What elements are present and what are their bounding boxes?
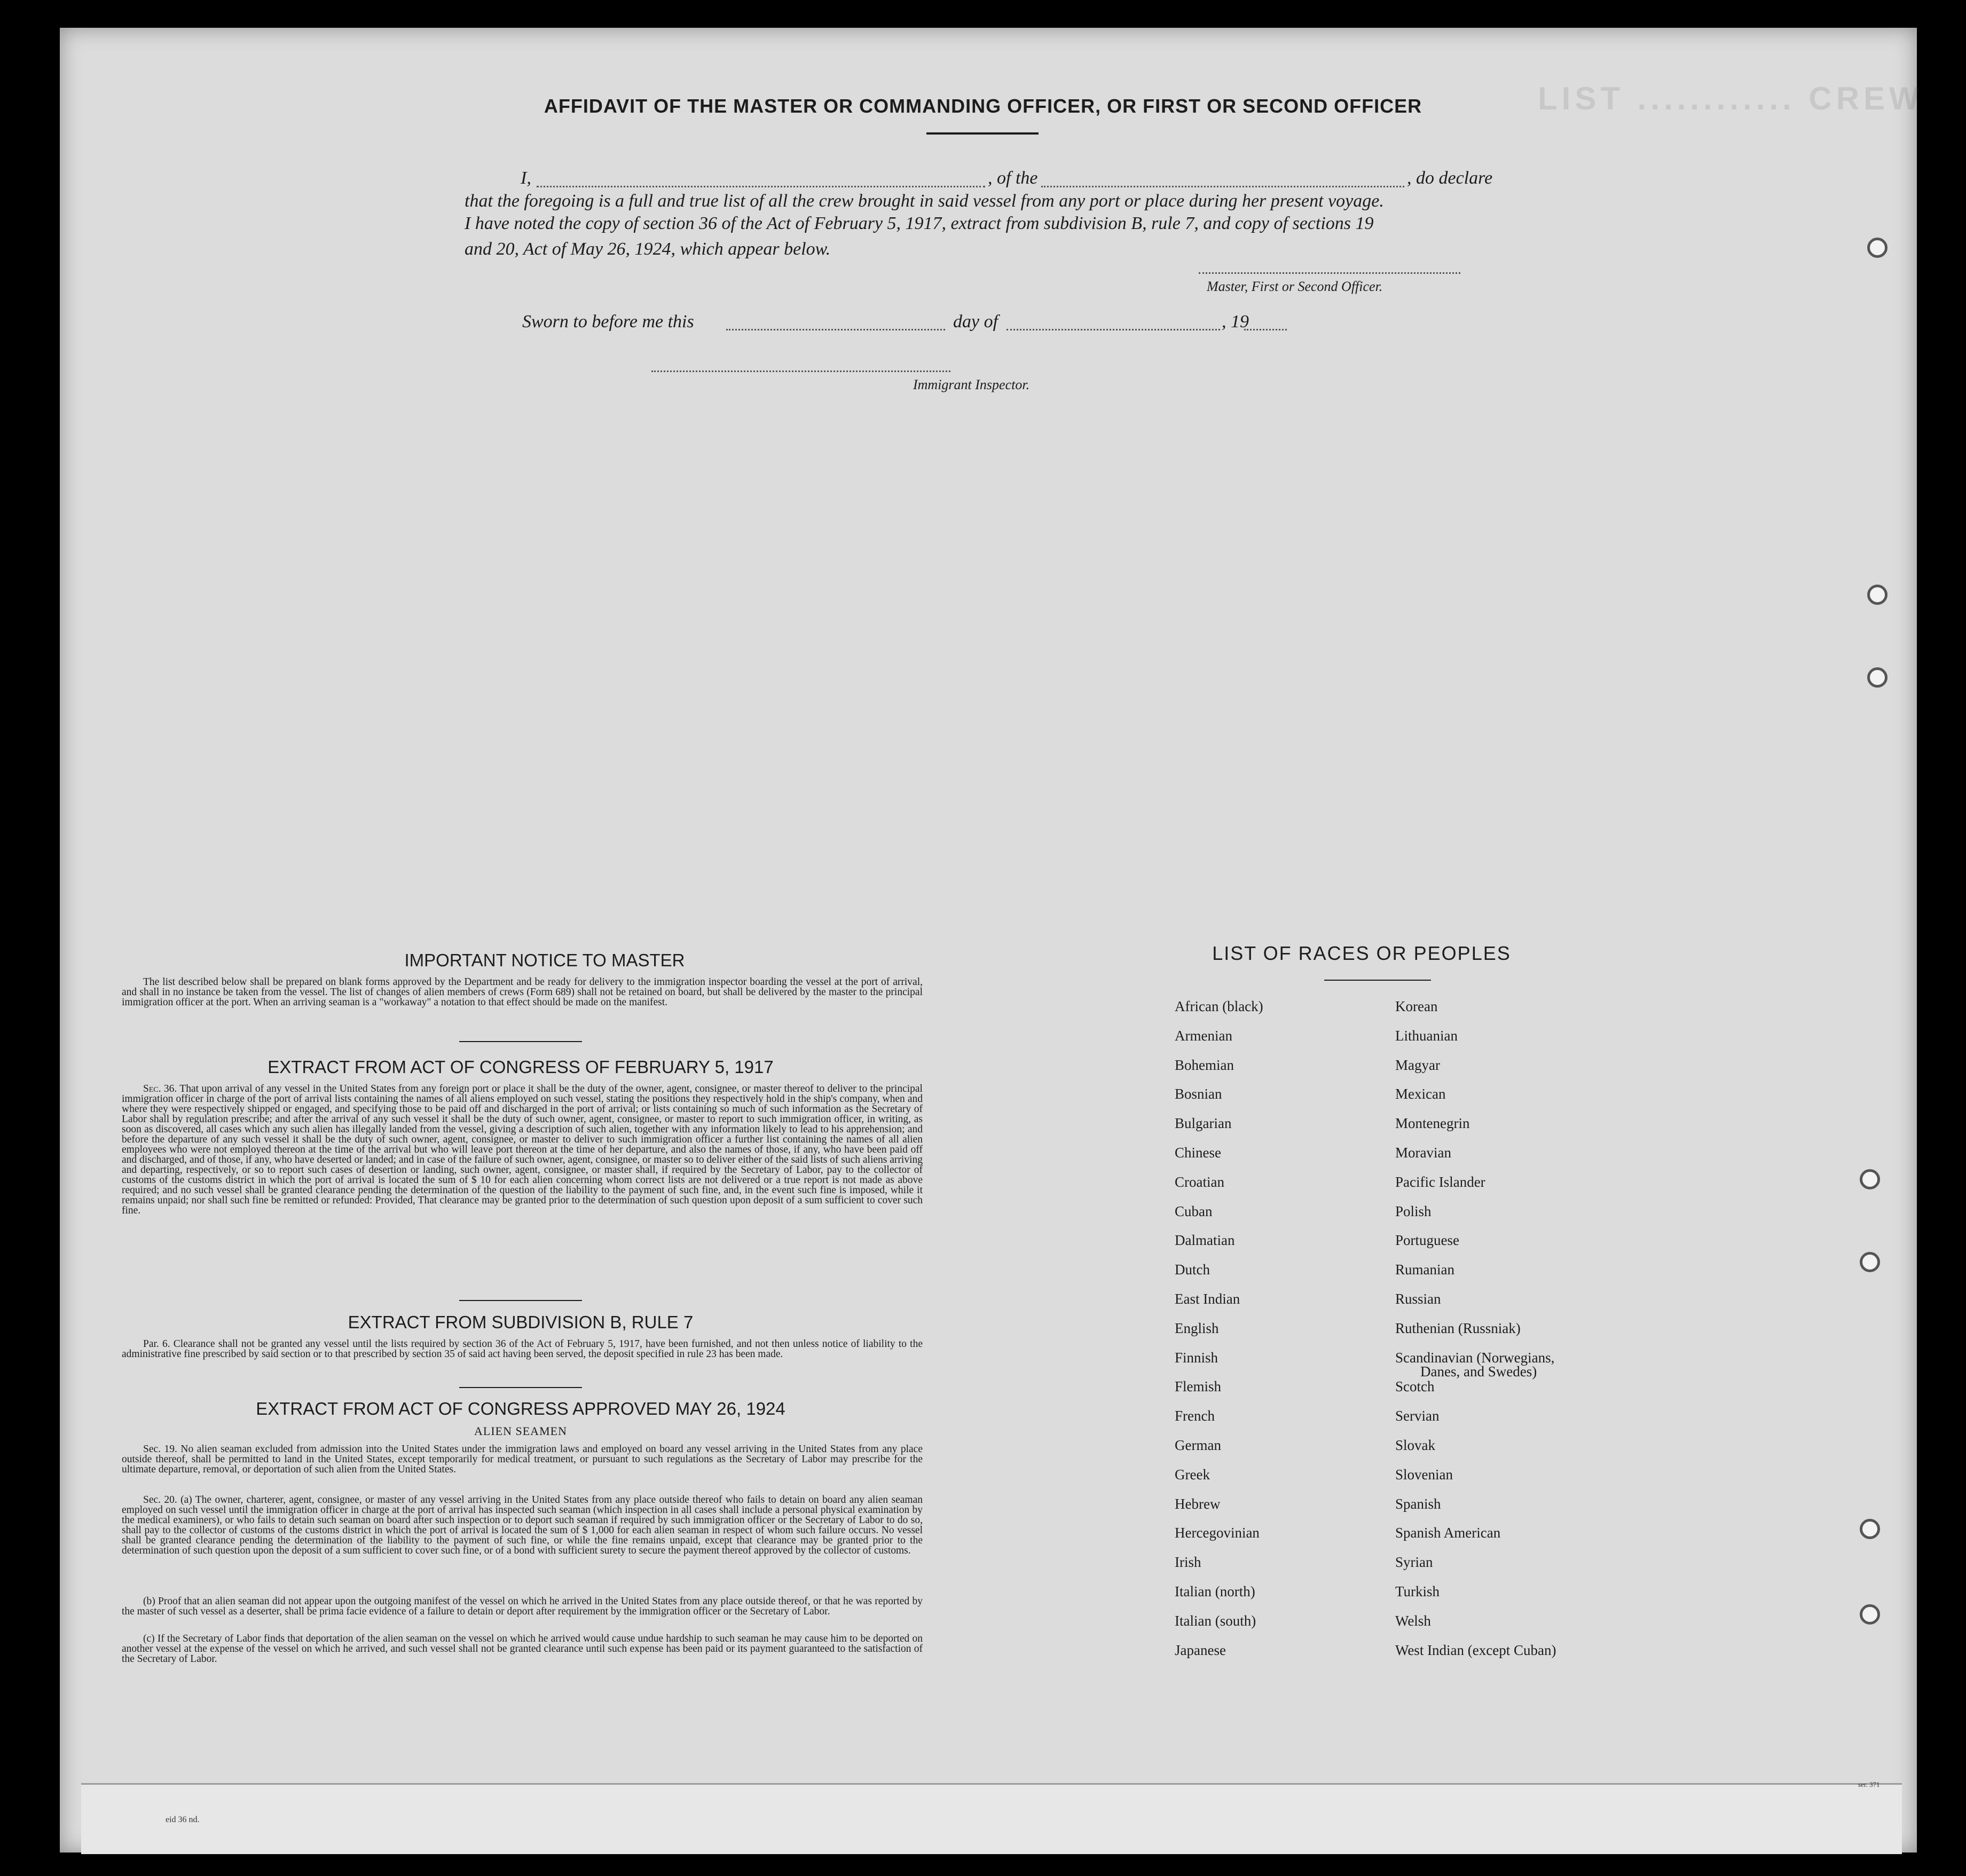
- name-blank: [537, 186, 985, 187]
- section-number: Sec. 36.: [143, 1083, 177, 1094]
- race-left-item: German: [1175, 1437, 1221, 1453]
- affidavit-i: I,: [521, 168, 531, 188]
- title-underline: [926, 132, 1039, 135]
- race-right-item: Mexican: [1395, 1086, 1446, 1102]
- punch-hole: [1867, 585, 1888, 605]
- race-right-item: Moravian: [1395, 1145, 1451, 1161]
- race-left-item: Croatian: [1175, 1173, 1224, 1190]
- race-right-item: Rumanian: [1395, 1262, 1454, 1278]
- race-right-item: Syrian: [1395, 1554, 1433, 1571]
- race-right-item: Welsh: [1395, 1612, 1431, 1629]
- race-left-item: Bulgarian: [1175, 1115, 1232, 1132]
- affidavit-line-3: I have noted the copy of section 36 of the Act of February 5, 1917, extract from subdivision B, rule 7, and copy of sections 19: [465, 214, 1374, 233]
- race-right-item: Spanish: [1395, 1495, 1441, 1512]
- extract-1917-body: [122, 1084, 923, 1216]
- race-left-item: Irish: [1175, 1554, 1201, 1571]
- race-left-item: Flemish: [1175, 1378, 1222, 1395]
- race-right-item: Spanish American: [1395, 1525, 1501, 1541]
- race-right-item: Servian: [1395, 1408, 1440, 1424]
- race-right-item: Turkish: [1395, 1583, 1440, 1599]
- rule7-body: Par. 6. Clearance shall not be granted any vessel until the lists required by section 36 of the Act of February 5, 1917, have been furnished, and not then unless notice of liability to the administrative fine prescribed by said section or to that prescribed by section 35 of said act having been served, the deposit specified in rule 23 has been made.: [122, 1338, 923, 1360]
- divider: [459, 1300, 582, 1301]
- sec-19-body: Sec. 19. No alien seaman excluded from admission into the United States under the immigration laws and employed on board any vessel arriving in the United States from any place outside thereof, shall be permitted to land in the United States, except temporarily for medical treatment, or pursuant to such regulations as the Secretary of Labor may prescribe for the ultimate departure, removal, or deportation of such alien from the United States.: [122, 1444, 923, 1475]
- races-title: LIST OF RACES OR PEOPLES: [1212, 942, 1511, 964]
- punch-hole: [1867, 238, 1888, 258]
- sec-20b-body: (b) Proof that an alien seaman did not appear upon the outgoing manifest of the vessel on which he arrived in the United States from any place outside thereof, or that he was reported by the master of such vessel as a deserter, shall be prima facie evidence of a failure to detain or deport after requirement by the immigration officer or the Secretary of Labor.: [122, 1596, 923, 1617]
- sworn-year: , 19: [1222, 312, 1249, 332]
- race-right-item: Ruthenian (Russniak): [1395, 1320, 1521, 1336]
- races-underline: [1324, 980, 1431, 981]
- section-text: That upon arrival of any vessel in the United States from any foreign port or place it shall be the duty of the owner, agent, consignee, or master thereof to deliver to the principal immigration officer in charge of the port of arrival lists containing the names of all aliens employed on such vessel, stating the positions they respectively hold in the ship's company, when and where they were respectively shipped or engaged, and specifying those to be paid off and discharged in the port of arrival; or lists containing so much of such information as the Secretary of Labor shall by regulation prescribe; and after the arrival of any such vessel it shall be the duty of such owner, agent, consignee, or master to report to such immigration officer, in writing, as soon as discovered, all cases which any such alien has illegally landed from the vessel, giving a description of such alien, together with any information likely to lead to his apprehension; and before the departure of any such vessel it shall be the duty of such owner, agent, consignee, or master to deliver to such immigration officer a further list containing the names of all alien employees who were not employed thereon at the time of the arrival but who will leave port thereon at the time of her departure, and also the names of those, if any, who have been paid off and discharged, and of those, if any, who have deserted or landed; and in case of the failure of such owner, agent, consignee, or master so to deliver either of the said lists of such aliens arriving and departing, respectively, or so to report such cases of desertion or landing, such owner, agent, consignee, or master shall, if required by the Secretary of Labor, pay to the collector of customs of the customs district in which the port of arrival is located the sum of $ 10 for each alien concerning whom correct lists are not delivered or a true report is not made as above required; and no such vessel shall be granted clearance pending the determination of the question of the liability to the payment of such fine, and, in the event such fine is imposed, while it remains unpaid; nor shall such fine be remitted or refunded: Provided, That clearance may be granted prior to the determination of such question upon deposit of a sum sufficient to cover such fine.: [122, 1083, 923, 1216]
- vessel-blank: [1041, 186, 1404, 187]
- race-left-item: Greek: [1175, 1466, 1210, 1483]
- race-left-item: Hebrew: [1175, 1495, 1221, 1512]
- month-blank: [1006, 329, 1220, 330]
- affidavit-of-the: , of the: [988, 168, 1038, 188]
- race-left-item: Italian (north): [1175, 1583, 1255, 1599]
- divider: [459, 1387, 582, 1388]
- notice-body: The list described below shall be prepared on blank forms approved by the Department and be ready for delivery to the immigration inspector boarding the vessel at the port of arrival, and shall in no instance be taken from the vessel. The list of changes of alien members of crews (Form 689) shall not be retained on board, but shall be delivered by the master to the principal immigration officer at the port. When an arriving seaman is a "workaway" a notation to that effect should be made on the manifest.: [122, 976, 923, 1008]
- race-right-item: Slovak: [1395, 1437, 1436, 1453]
- race-left-item: Finnish: [1175, 1349, 1218, 1366]
- race-right-item: Russian: [1395, 1291, 1441, 1307]
- alien-seamen-subtitle: ALIEN SEAMEN: [474, 1424, 567, 1438]
- punch-hole: [1860, 1169, 1880, 1189]
- race-left-item: African (black): [1175, 998, 1263, 1014]
- race-left-item: Japanese: [1175, 1642, 1226, 1658]
- race-left-item: Bosnian: [1175, 1086, 1222, 1102]
- punch-hole: [1867, 667, 1888, 688]
- race-right-item-continuation: Danes, and Swedes): [1420, 1363, 1537, 1380]
- race-left-item: English: [1175, 1320, 1219, 1336]
- sec-20a-body: Sec. 20. (a) The owner, charterer, agent, consignee, or master of any vessel arriving in the United States from any place outside thereof who fails to detain on board any alien seaman employed on such vessel until the immigration officer in charge at the port of arrival has inspected such seaman (which inspection in all cases shall include a personal physical examination by the medical examiners), or who fails to detain such seaman on board after such inspection or to deport such seaman if required by such immigration officer or the Secretary of Labor to do so, shall pay to the collector of customs of the customs district in which the port of arrival is located the sum of $ 1,000 for each alien seaman in respect of whom such failure occurs. No vessel shall be granted clearance pending the determination of the liability to the payment of such fine, or while the fine remains unpaid, except that clearance may be granted prior to the determination of such question upon the deposit of a sum sufficient to cover such fine, or of a bond with sufficient surety to secure the payment thereof approved by the collector of customs.: [122, 1494, 923, 1556]
- sec-20c-body: (c) If the Secretary of Labor finds that deportation of the alien seaman on the vessel on which he arrived would cause undue hardship to such seaman he may cause him to be deported on another vessel at the expense of the vessel on which he arrived, and such vessel shall not be granted clearance until such expense has been paid or its payment guaranteed to the satisfaction of the Secretary of Labor.: [122, 1633, 923, 1665]
- inspector-signature-line: [651, 371, 950, 372]
- inspector-caption: Immigrant Inspector.: [913, 377, 1030, 392]
- race-left-item: French: [1175, 1408, 1215, 1424]
- sworn-day-of: day of: [953, 312, 998, 332]
- race-left-item: Dalmatian: [1175, 1232, 1235, 1249]
- affidavit-line-2: that the foregoing is a full and true list of all the crew brought in said vessel from any port or place during her present voyage.: [465, 191, 1384, 211]
- year-blank: [1244, 329, 1287, 330]
- extract-1924-title: EXTRACT FROM ACT OF CONGRESS APPROVED MAY 26, 1924: [256, 1399, 785, 1418]
- race-right-item: West Indian (except Cuban): [1395, 1642, 1556, 1658]
- race-right-item: Scandinavian (Norwegians,: [1395, 1349, 1555, 1366]
- race-right-item: Montenegrin: [1395, 1115, 1470, 1132]
- form-stamp: eid 36 nd.: [166, 1815, 200, 1824]
- divider: [459, 1041, 582, 1042]
- race-left-item: East Indian: [1175, 1291, 1240, 1307]
- race-right-item: Portuguese: [1395, 1232, 1459, 1249]
- race-right-item: Pacific Islander: [1395, 1173, 1485, 1190]
- master-signature-line: [1199, 272, 1460, 274]
- master-caption: Master, First or Second Officer.: [1207, 279, 1383, 294]
- notice-title: IMPORTANT NOTICE TO MASTER: [404, 950, 685, 970]
- race-right-item: Lithuanian: [1395, 1027, 1458, 1044]
- extract-1917-title: EXTRACT FROM ACT OF CONGRESS OF FEBRUARY 5, 1917: [268, 1057, 774, 1077]
- day-blank: [726, 329, 945, 330]
- rule7-title: EXTRACT FROM SUBDIVISION B, RULE 7: [348, 1312, 694, 1332]
- race-left-item: Bohemian: [1175, 1057, 1234, 1073]
- punch-hole: [1860, 1604, 1880, 1625]
- race-left-item: Chinese: [1175, 1145, 1221, 1161]
- affidavit-do-declare: , do declare: [1407, 168, 1493, 188]
- affidavit-line-4: and 20, Act of May 26, 1924, which appear below.: [465, 239, 831, 259]
- race-left-item: Cuban: [1175, 1203, 1213, 1219]
- race-left-item: Armenian: [1175, 1027, 1232, 1044]
- punch-hole: [1860, 1252, 1880, 1272]
- corner-note: ser. 371: [1858, 1780, 1880, 1788]
- race-right-item: Polish: [1395, 1203, 1432, 1219]
- underlying-page: [81, 1783, 1902, 1854]
- sworn-before: Sworn to before me this: [522, 312, 694, 332]
- race-left-item: Dutch: [1175, 1262, 1210, 1278]
- race-right-item: Korean: [1395, 998, 1438, 1014]
- punch-hole: [1860, 1519, 1880, 1539]
- race-right-item: Scotch: [1395, 1378, 1435, 1395]
- document-sheet: [60, 28, 1917, 1853]
- race-left-item: Italian (south): [1175, 1612, 1256, 1629]
- affidavit-title: AFFIDAVIT OF THE MASTER OR COMMANDING OFFICER, OR FIRST OR SECOND OFFICER: [544, 95, 1422, 117]
- race-right-item: Slovenian: [1395, 1466, 1453, 1483]
- bleed-through-text: LIST ............ CREW: [1538, 81, 1924, 116]
- race-left-item: Hercegovinian: [1175, 1525, 1260, 1541]
- race-right-item: Magyar: [1395, 1057, 1440, 1073]
